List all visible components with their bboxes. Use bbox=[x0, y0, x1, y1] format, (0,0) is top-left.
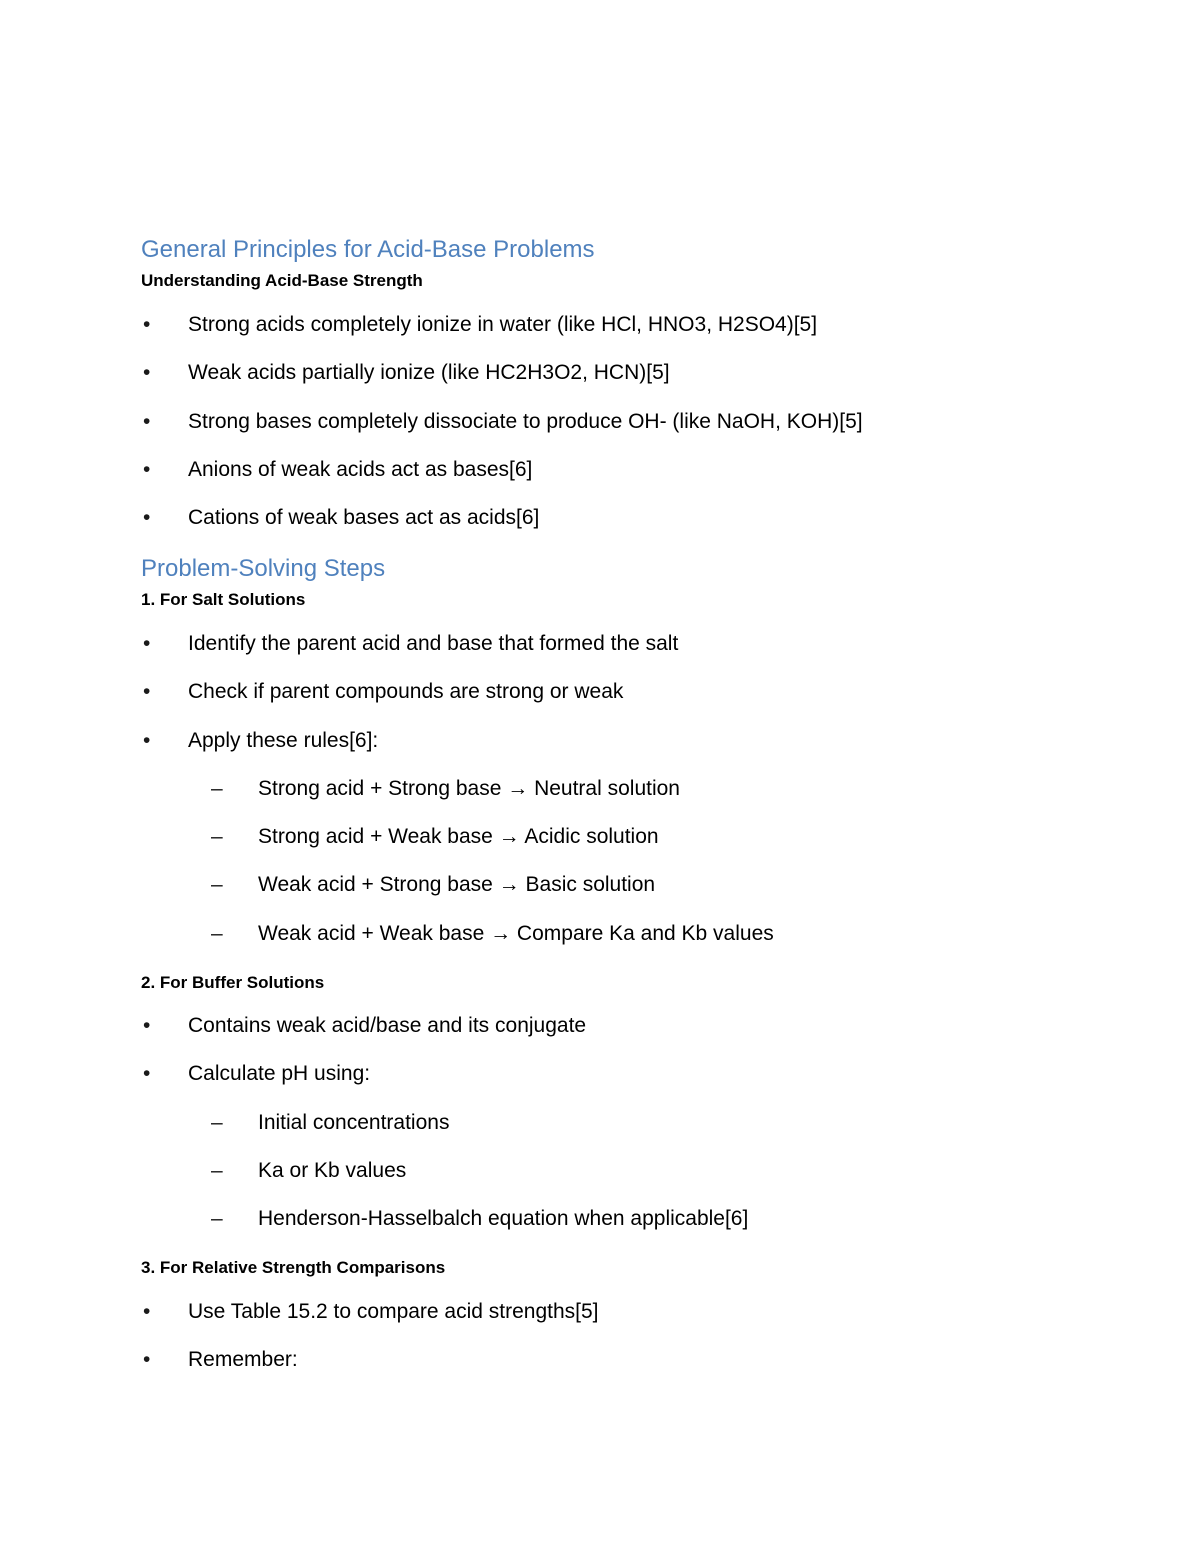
bullet-icon: • bbox=[143, 1062, 151, 1085]
dash-icon: – bbox=[211, 1111, 223, 1134]
dash-icon: – bbox=[211, 922, 223, 945]
bullet-icon: • bbox=[143, 410, 151, 433]
dash-icon: – bbox=[211, 825, 223, 848]
list-item: Strong bases completely dissociate to produce OH- (like NaOH, KOH)[5] bbox=[188, 410, 863, 433]
bullet-icon: • bbox=[143, 680, 151, 703]
buffer-subheading: 2. For Buffer Solutions bbox=[141, 973, 325, 992]
sub-list-item: Weak acid + Weak base → Compare Ka and Kb values bbox=[258, 922, 774, 945]
sub-list-item: Ka or Kb values bbox=[258, 1159, 407, 1182]
relative-subheading: 3. For Relative Strength Comparisons bbox=[141, 1258, 446, 1277]
salt-subheading: 1. For Salt Solutions bbox=[141, 590, 306, 609]
bullet-icon: • bbox=[143, 361, 151, 384]
bullet-icon: • bbox=[143, 729, 151, 752]
bullet-icon: • bbox=[143, 1300, 151, 1323]
bullet-icon: • bbox=[143, 1348, 151, 1371]
dash-icon: – bbox=[211, 777, 223, 800]
main-heading: General Principles for Acid-Base Problems bbox=[141, 236, 595, 263]
sub-list-item: Initial concentrations bbox=[258, 1111, 450, 1134]
list-item: Use Table 15.2 to compare acid strengths[5] bbox=[188, 1300, 599, 1323]
list-item: Weak acids partially ionize (like HC2H3O2, HCN)[5] bbox=[188, 361, 670, 384]
list-item: Strong acids completely ionize in water (like HCl, HNO3, H2SO4)[5] bbox=[188, 313, 818, 336]
list-item: Identify the parent acid and base that formed the salt bbox=[188, 632, 679, 655]
strength-subheading: Understanding Acid-Base Strength bbox=[141, 271, 423, 290]
list-item: Cations of weak bases act as acids[6] bbox=[188, 506, 540, 529]
list-item: Anions of weak acids act as bases[6] bbox=[188, 458, 533, 481]
bullet-icon: • bbox=[143, 313, 151, 336]
list-item: Remember: bbox=[188, 1348, 298, 1371]
list-item: Check if parent compounds are strong or weak bbox=[188, 680, 624, 703]
bullet-icon: • bbox=[143, 458, 151, 481]
bullet-icon: • bbox=[143, 1014, 151, 1037]
sub-list-item: Weak acid + Strong base → Basic solution bbox=[258, 873, 656, 896]
list-item: Apply these rules[6]: bbox=[188, 729, 379, 752]
bullet-icon: • bbox=[143, 506, 151, 529]
dash-icon: – bbox=[211, 1159, 223, 1182]
sub-list-item: Strong acid + Weak base → Acidic solution bbox=[258, 825, 659, 848]
list-item: Calculate pH using: bbox=[188, 1062, 371, 1085]
dash-icon: – bbox=[211, 873, 223, 896]
sub-list-item: Strong acid + Strong base → Neutral solution bbox=[258, 777, 680, 800]
list-item: Contains weak acid/base and its conjugate bbox=[188, 1014, 587, 1037]
dash-icon: – bbox=[211, 1207, 223, 1230]
bullet-icon: • bbox=[143, 632, 151, 655]
sub-list-item: Henderson-Hasselbalch equation when applicable[6] bbox=[258, 1207, 749, 1230]
steps-heading: Problem-Solving Steps bbox=[141, 555, 386, 582]
